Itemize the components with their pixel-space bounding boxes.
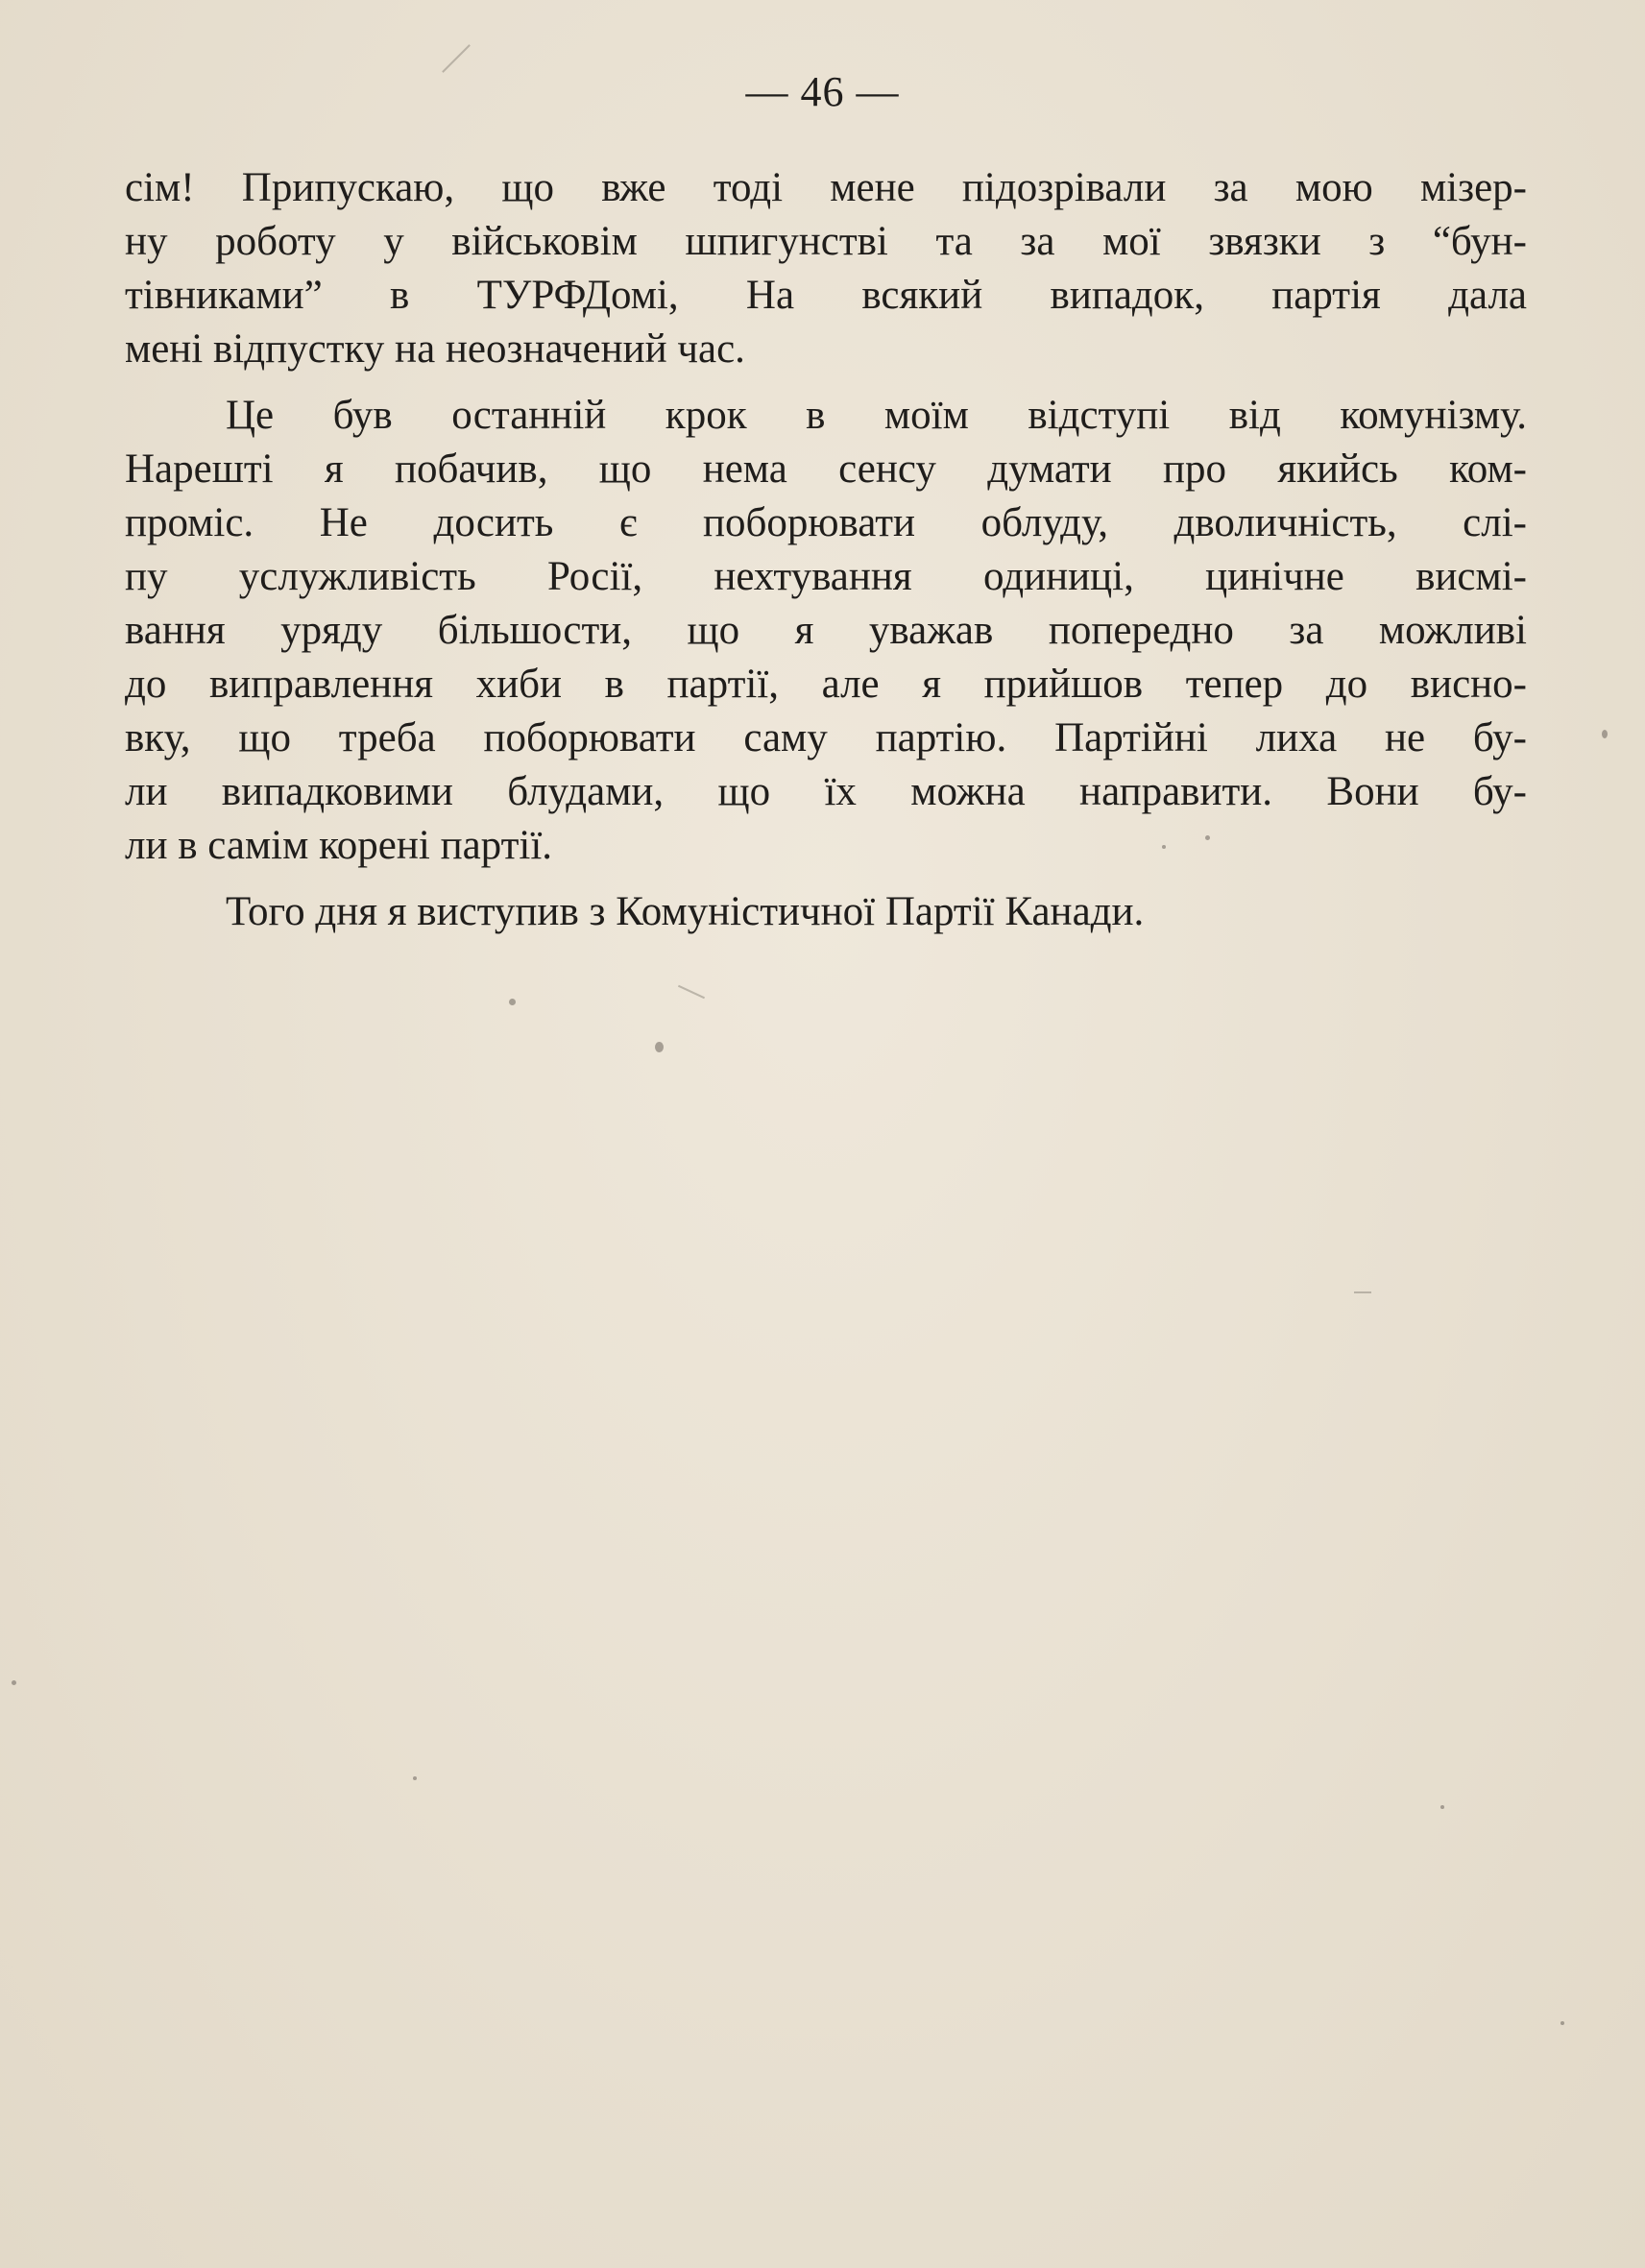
text-line: Того дня я виступив з Комуністичної Партії Канади. [226,889,1145,934]
scan-speck [413,1776,417,1780]
scan-speck [1560,2021,1564,2025]
scan-scratch [678,985,705,999]
scan-speck [1205,835,1210,840]
text-line: мені відпустку на неозначений час. [125,326,745,372]
text-line: вання уряду більшости, що я уважав попередно за можливі [125,608,1527,653]
scan-scratch [1354,1291,1371,1293]
text-line: до виправлення хиби в партії, але я прийшов тепер до висно- [125,662,1527,707]
text-line: Нарешті я побачив, що нема сенсу думати про якийсь ком- [125,446,1527,492]
text-line: ну роботу у військовім шпигунстві та за мої звязки з “бун- [125,219,1527,264]
scan-speck [1602,730,1608,738]
scan-speck [12,1680,16,1685]
text-line: сім! Припускаю, що вже тоді мене підозрівали за мою мізер- [125,165,1527,210]
text-line: ли в самім корені партії. [125,823,553,868]
paragraph-3 [125,885,1527,939]
body-text [125,161,1527,952]
text-line: вку, що треба поборювати саму партію. Партійні лиха не бу- [125,715,1527,760]
text-line: проміс. Не досить є поборювати облуду, дволичність, слі- [125,500,1527,545]
scan-speck [509,999,516,1005]
page-number: — 46 — [745,68,900,115]
scan-speck [655,1042,664,1052]
text-line: Це був останній крок в моїм відступі від комунізму. [226,393,1527,438]
paragraph-1 [125,161,1527,376]
text-line: тівниками” в ТУРФДомі, На всякий випадок, партія дала [125,273,1527,318]
scan-speck [1440,1805,1444,1809]
text-line: ли випадковими блудами, що їх можна направити. Вони бу- [125,769,1527,814]
paragraph-2 [125,389,1527,873]
scan-speck [1162,845,1166,849]
text-line: пу услужливість Росії, нехтування одиниці, цинічне висмі- [125,554,1527,599]
